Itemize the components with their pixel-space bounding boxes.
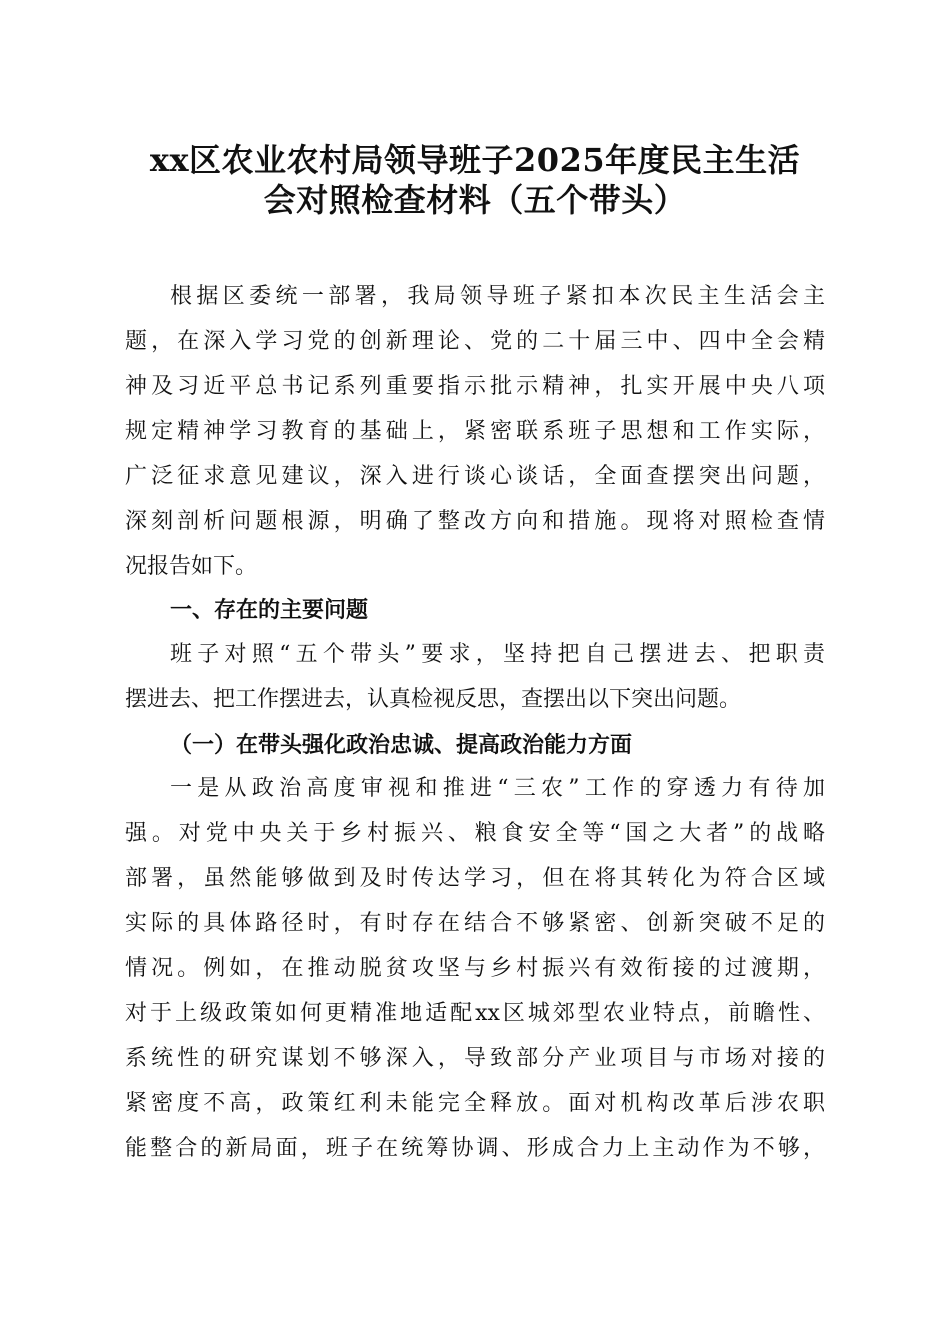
section-heading: 一、存在的主要问题 xyxy=(170,598,369,623)
document-title-line-1: xx区农业农村局领导班子2025年度民主生活 xyxy=(149,141,801,179)
paragraph-line: 系统性的研究谋划不够深入，导致部分产业项目与市场对接的 xyxy=(125,1046,825,1071)
paragraph-line: 广泛征求意见建议，深入进行谈心谈话，全面查摆突出问题， xyxy=(125,464,825,489)
paragraph-line: 部署，虽然能够做到及时传达学习，但在将其转化为符合区域 xyxy=(125,866,825,891)
paragraph-line: 题，在深入学习党的创新理论、党的二十届三中、四中全会精 xyxy=(125,329,825,354)
subsection-heading: （一）在带头强化政治忠诚、提高政治能力方面 xyxy=(170,732,633,758)
paragraph-line: 情况。例如，在推动脱贫攻坚与乡村振兴有效衔接的过渡期， xyxy=(125,956,825,981)
paragraph-line: 强。对党中央关于乡村振兴、粮食安全等“国之大者”的战略 xyxy=(125,821,825,846)
paragraph-line: 规定精神学习教育的基础上，紧密联系班子思想和工作实际， xyxy=(125,419,825,444)
paragraph-line: 能整合的新局面，班子在统筹协调、形成合力上主动作为不够， xyxy=(125,1136,825,1161)
paragraph-line: 班子对照“五个带头”要求，坚持把自己摆进去、把职责 xyxy=(170,642,825,667)
paragraph-line: 紧密度不高，政策红利未能完全释放。面对机构改革后涉农职 xyxy=(125,1091,825,1116)
paragraph-line: 根据区委统一部署，我局领导班子紧扣本次民主生活会主 xyxy=(170,284,825,309)
paragraph-line: 实际的具体路径时，有时存在结合不够紧密、创新突破不足的 xyxy=(125,911,825,936)
paragraph-line: 神及习近平总书记系列重要指示批示精神，扎实开展中央八项 xyxy=(125,374,825,399)
paragraph-line: 对于上级政策如何更精准地适配xx区城郊型农业特点，前瞻性、 xyxy=(125,1001,825,1026)
paragraph-line: 况报告如下。 xyxy=(125,554,258,579)
document-title-line-2: 会对照检查材料（五个带头） xyxy=(263,181,687,219)
paragraph-line: 摆进去、把工作摆进去，认真检视反思，查摆出以下突出问题。 xyxy=(125,687,742,712)
paragraph-line: 一是从政治高度审视和推进“三农”工作的穿透力有待加 xyxy=(170,776,825,801)
paragraph-line: 深刻剖析问题根源，明确了整改方向和措施。现将对照检查情 xyxy=(125,509,825,534)
